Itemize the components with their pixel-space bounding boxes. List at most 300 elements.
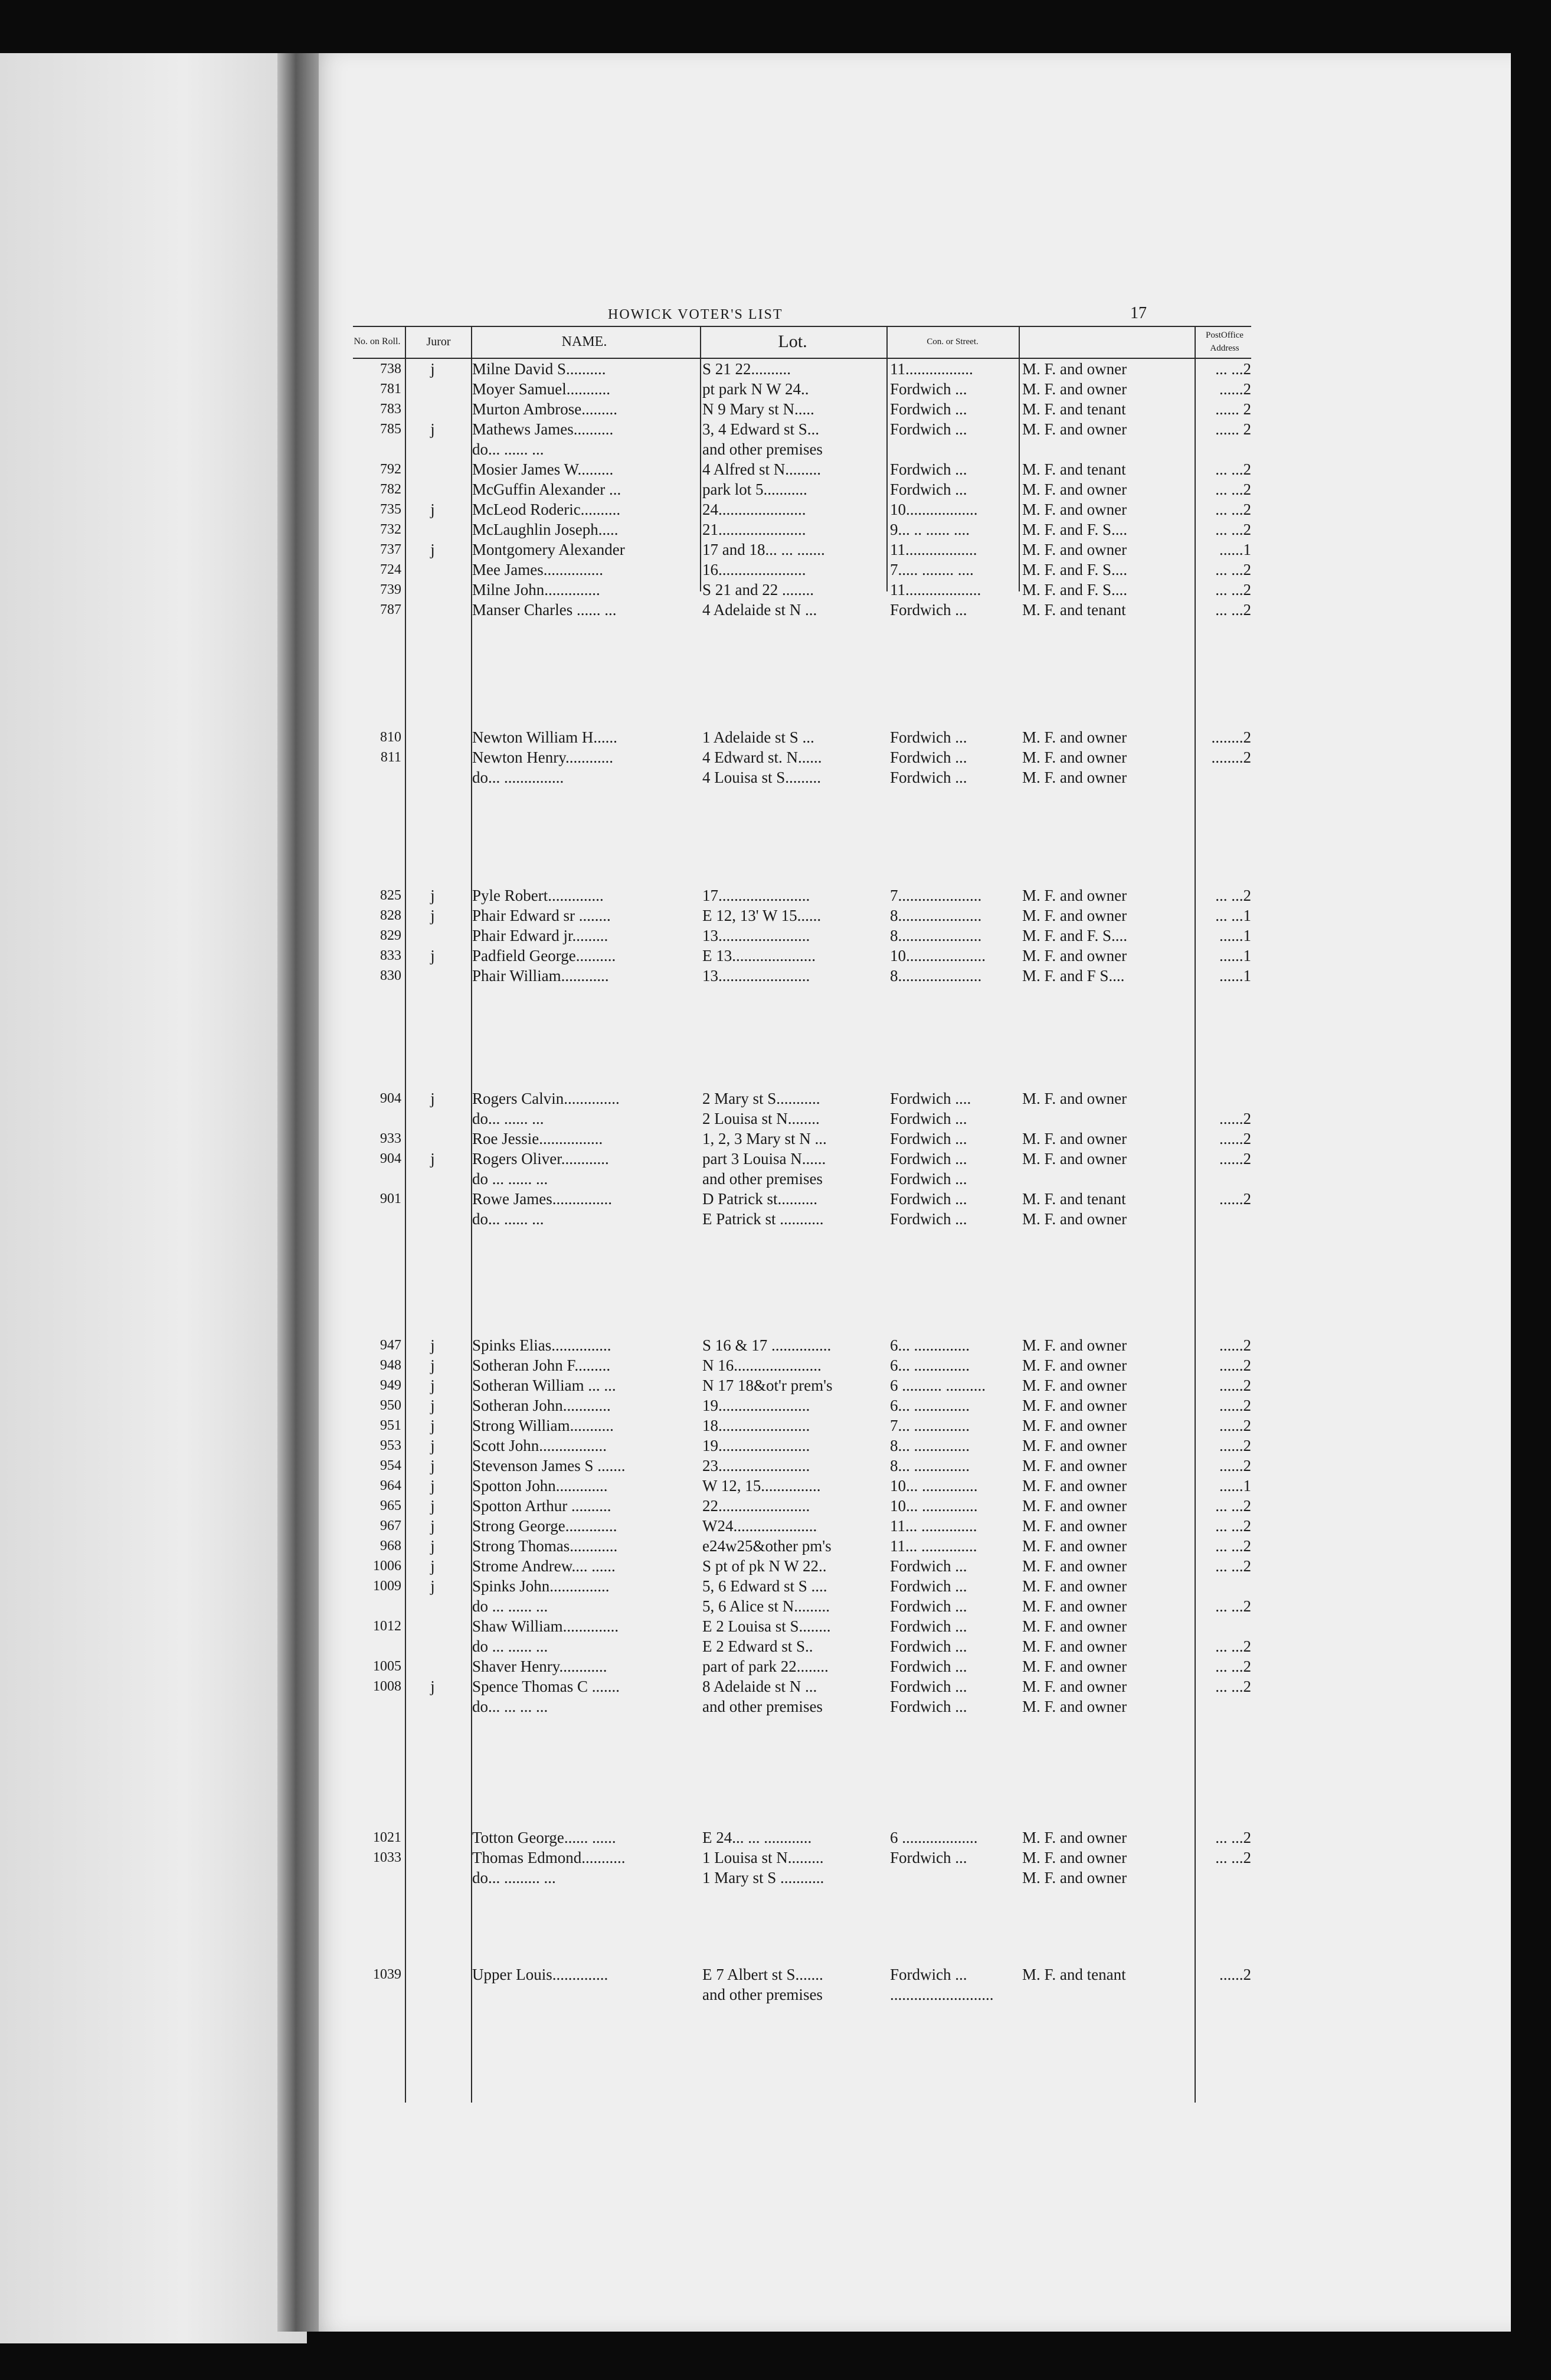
qualification: M. F. and F. S.... — [1022, 927, 1127, 944]
voter-name: do... ... ... ... — [472, 1698, 548, 1715]
concession-street: 11................... — [890, 581, 981, 599]
lot-description: 2 Louisa st N........ — [702, 1110, 820, 1127]
qualification: M. F. and owner — [1022, 1537, 1127, 1555]
table-row — [353, 1088, 1251, 1109]
juror-mark: j — [430, 1477, 435, 1495]
voter-name: McLeod Roderic.......... — [472, 501, 621, 518]
col-header-lot: Lot. — [778, 332, 807, 351]
table-row — [353, 379, 1251, 399]
lot-description: E 13..................... — [702, 947, 816, 965]
voter-name: do... ...... ... — [472, 440, 544, 458]
voter-name: Strong William........... — [472, 1417, 614, 1434]
roll-number: 1008 — [373, 1679, 401, 1694]
lot-description: E 7 Albert st S....... — [702, 1966, 823, 1983]
concession-street: Fordwich ... — [890, 748, 967, 766]
concession-street: 7... .............. — [890, 1417, 970, 1434]
col-header-juror: Juror — [426, 335, 451, 348]
concession-street: 7..... ........ .... — [890, 561, 974, 578]
qualification: M. F. and owner — [1022, 1457, 1127, 1475]
post-office: ... ...2 — [1215, 887, 1251, 904]
roll-number: 724 — [380, 562, 401, 577]
post-office: ... ...1 — [1215, 907, 1251, 924]
lot-description: part of park 22........ — [702, 1658, 829, 1675]
roll-number: 829 — [380, 928, 401, 943]
table-row — [353, 1656, 1251, 1676]
lot-description: 13....................... — [702, 927, 810, 944]
table-row — [353, 1169, 1251, 1189]
table-row — [353, 747, 1251, 767]
voter-name: Stevenson James S ....... — [472, 1457, 626, 1475]
juror-mark: j — [430, 1678, 435, 1695]
roll-number: 1033 — [373, 1850, 401, 1865]
roll-number: 954 — [380, 1458, 401, 1473]
roll-number: 904 — [380, 1091, 401, 1106]
post-office: ... ...2 — [1215, 501, 1251, 518]
voter-name: Spence Thomas C ....... — [472, 1678, 620, 1695]
voter-table — [353, 326, 1251, 2103]
roll-number: 781 — [380, 381, 401, 397]
lot-description: N 17 18&ot'r prem's — [702, 1377, 833, 1394]
roll-number: 1012 — [373, 1619, 401, 1634]
post-office: ......2 — [1219, 1150, 1251, 1168]
roll-number: 949 — [380, 1378, 401, 1393]
table-row — [353, 1476, 1251, 1496]
voter-name: Rogers Calvin.............. — [472, 1090, 620, 1107]
roll-number: 1006 — [373, 1558, 401, 1574]
roll-number: 830 — [380, 968, 401, 983]
juror-mark: j — [430, 1497, 435, 1515]
post-office: ... ...2 — [1215, 601, 1251, 619]
juror-mark: j — [430, 907, 435, 924]
post-office: ......2 — [1219, 1966, 1251, 1983]
table-row — [353, 1636, 1251, 1656]
concession-street: 8..................... — [890, 967, 982, 985]
qualification: M. F. and owner — [1022, 1130, 1127, 1148]
table-row — [353, 459, 1251, 479]
voter-name: Montgomery Alexander — [472, 541, 625, 558]
qualification: M. F. and owner — [1022, 748, 1127, 766]
lot-description: E 2 Louisa st S........ — [702, 1617, 831, 1635]
qualification: M. F. and owner — [1022, 1090, 1127, 1107]
lot-description: 4 Edward st. N...... — [702, 748, 822, 766]
roll-number: 947 — [380, 1338, 401, 1353]
table-row — [353, 499, 1251, 519]
table-row — [353, 1616, 1251, 1636]
post-office: ... ...2 — [1215, 581, 1251, 599]
table-row — [353, 1189, 1251, 1209]
roll-number: 965 — [380, 1498, 401, 1513]
table-row — [353, 1456, 1251, 1476]
voter-name: Phair William............ — [472, 967, 609, 985]
concession-street: Fordwich ... — [890, 460, 967, 478]
table-row — [353, 519, 1251, 540]
concession-street: Fordwich ... — [890, 1150, 967, 1168]
lot-description: E Patrick st ........... — [702, 1210, 824, 1228]
roll-number: 964 — [380, 1478, 401, 1493]
roll-number: 948 — [380, 1358, 401, 1373]
juror-mark: j — [430, 1356, 435, 1374]
juror-mark: j — [430, 887, 435, 904]
col-header-postoffice: PostOffice Address — [1206, 331, 1244, 353]
voter-name: Scott John................. — [472, 1437, 607, 1454]
concession-street: Fordwich ... — [890, 1637, 967, 1655]
concession-street: 11... .............. — [890, 1517, 977, 1535]
col-header-con: Con. or Street. — [927, 337, 979, 346]
voter-name: Phair Edward jr......... — [472, 927, 608, 944]
roll-number: 810 — [380, 730, 401, 745]
table-row — [353, 1129, 1251, 1149]
qualification: M. F. and owner — [1022, 1658, 1127, 1675]
post-office: ......1 — [1219, 967, 1251, 985]
roll-number: 951 — [380, 1418, 401, 1433]
post-office: ........2 — [1211, 728, 1251, 746]
concession-street: 8... .............. — [890, 1457, 970, 1475]
voter-name: Spinks Elias............... — [472, 1336, 611, 1354]
voter-name: Milne John.............. — [472, 581, 600, 599]
lot-description: 1 Adelaide st S ... — [702, 728, 814, 746]
table-row — [353, 1576, 1251, 1596]
voter-name: Mee James............... — [472, 561, 603, 578]
voter-name: Mathews James.......... — [472, 420, 614, 438]
table-row — [353, 905, 1251, 926]
concession-street: Fordwich ... — [890, 1658, 967, 1675]
lot-description: 17 and 18... ... ....... — [702, 541, 825, 558]
page-number: 17 — [1130, 304, 1147, 322]
lot-description: and other premises — [702, 1986, 823, 2003]
lot-description: E 2 Edward st S.. — [702, 1637, 813, 1655]
qualification: M. F. and owner — [1022, 728, 1127, 746]
table-row — [353, 1496, 1251, 1516]
table-row — [353, 580, 1251, 600]
juror-mark: j — [430, 360, 435, 378]
qualification: M. F. and owner — [1022, 947, 1127, 965]
table-row — [353, 1985, 1251, 2005]
voter-name: Sotheran John F......... — [472, 1356, 611, 1374]
voter-name: Mosier James W......... — [472, 460, 614, 478]
qualification: M. F. and owner — [1022, 1698, 1127, 1715]
qualification: M. F. and owner — [1022, 1849, 1127, 1866]
post-office: ...... 2 — [1215, 400, 1251, 418]
voter-name: Upper Louis.............. — [472, 1966, 608, 1983]
voter-name: do... ...... ... — [472, 1210, 544, 1228]
roll-number: 738 — [380, 361, 401, 377]
table-row — [353, 1676, 1251, 1696]
table-row — [353, 767, 1251, 787]
voter-name: Padfield George.......... — [472, 947, 616, 965]
voter-name: do... ............... — [472, 769, 564, 786]
post-office: ......2 — [1219, 1457, 1251, 1475]
voter-name: Sotheran John............ — [472, 1397, 611, 1414]
lot-description: 22....................... — [702, 1497, 810, 1515]
table-row — [353, 540, 1251, 560]
juror-mark: j — [430, 541, 435, 558]
post-office: ......1 — [1219, 927, 1251, 944]
voter-name: Shaw William.............. — [472, 1617, 619, 1635]
qualification: M. F. and owner — [1022, 1617, 1127, 1635]
voter-name: Phair Edward sr ........ — [472, 907, 611, 924]
table-row — [353, 600, 1251, 620]
voter-name: Spotton Arthur .......... — [472, 1497, 611, 1515]
roll-number: 732 — [380, 522, 401, 537]
post-office: ......2 — [1219, 1397, 1251, 1414]
post-office: ... ...2 — [1215, 1849, 1251, 1866]
table-row — [353, 1109, 1251, 1129]
post-office: ... ...2 — [1215, 1678, 1251, 1695]
roll-number: 904 — [380, 1151, 401, 1166]
voter-name: Murton Ambrose......... — [472, 400, 617, 418]
post-office: ... ...2 — [1215, 460, 1251, 478]
lot-description: 4 Alfred st N......... — [702, 460, 821, 478]
post-office: ... ...2 — [1215, 1637, 1251, 1655]
juror-mark: j — [430, 1377, 435, 1394]
roll-number: 783 — [380, 401, 401, 417]
qualification: M. F. and owner — [1022, 1397, 1127, 1414]
voter-name: do ... ...... ... — [472, 1170, 548, 1188]
concession-street: Fordwich ... — [890, 400, 967, 418]
table-row — [353, 1335, 1251, 1355]
post-office: ......2 — [1219, 1437, 1251, 1454]
qualification: M. F. and owner — [1022, 420, 1127, 438]
qualification: M. F. and owner — [1022, 360, 1127, 378]
concession-street: 8..................... — [890, 927, 982, 944]
qualification: M. F. and owner — [1022, 1417, 1127, 1434]
lot-description: 17....................... — [702, 887, 810, 904]
voter-name: do... ...... ... — [472, 1110, 544, 1127]
qualification: M. F. and tenant — [1022, 460, 1126, 478]
lot-description: 1 Mary st S ........... — [702, 1869, 824, 1887]
voter-name: Strong George............. — [472, 1517, 617, 1535]
table-row — [353, 1964, 1251, 1985]
voter-name: Rowe James............... — [472, 1190, 612, 1208]
voter-name: Newton William H...... — [472, 728, 617, 746]
lot-description: 18....................... — [702, 1417, 810, 1434]
qualification: M. F. and owner — [1022, 1377, 1127, 1394]
voter-name: Manser Charles ...... ... — [472, 601, 617, 619]
table-row — [353, 966, 1251, 986]
post-office: ......1 — [1219, 947, 1251, 965]
lot-description: and other premises — [702, 440, 823, 458]
concession-street: 8..................... — [890, 907, 982, 924]
qualification: M. F. and owner — [1022, 1517, 1127, 1535]
qualification: M. F. and tenant — [1022, 601, 1126, 619]
post-office: ......2 — [1219, 1356, 1251, 1374]
table-row — [353, 1596, 1251, 1616]
roll-number: 833 — [380, 948, 401, 963]
lot-description: N 16...................... — [702, 1356, 822, 1374]
voter-name: Moyer Samuel........... — [472, 380, 610, 398]
post-office: ... ...2 — [1215, 1517, 1251, 1535]
lot-description: 19....................... — [702, 1437, 810, 1454]
lot-description: D Patrick st.......... — [702, 1190, 817, 1208]
concession-street: 6 .......... .......... — [890, 1377, 986, 1394]
qualification: M. F. and owner — [1022, 1637, 1127, 1655]
concession-street: Fordwich ... — [890, 1678, 967, 1695]
lot-description: 2 Mary st S........... — [702, 1090, 820, 1107]
concession-street: 7..................... — [890, 887, 982, 904]
post-office: ......2 — [1219, 1110, 1251, 1127]
qualification: M. F. and owner — [1022, 1336, 1127, 1354]
concession-street: Fordwich ... — [890, 769, 967, 786]
lot-description: 13....................... — [702, 967, 810, 985]
voter-name: Spinks John............... — [472, 1577, 610, 1595]
post-office: ......1 — [1219, 1477, 1251, 1495]
table-row — [353, 885, 1251, 905]
roll-number: 785 — [380, 421, 401, 437]
voter-name: Thomas Edmond........... — [472, 1849, 626, 1866]
page-gutter — [277, 53, 319, 2332]
voter-name: Totton George...... ...... — [472, 1829, 616, 1846]
juror-mark: j — [430, 1090, 435, 1107]
juror-mark: j — [430, 1336, 435, 1354]
concession-street: Fordwich ... — [890, 1557, 967, 1575]
concession-street: 11.................. — [890, 541, 977, 558]
post-office: ... ...2 — [1215, 1597, 1251, 1615]
table-row — [353, 419, 1251, 439]
lot-description: N 9 Mary st N..... — [702, 400, 814, 418]
concession-street: 6... .............. — [890, 1397, 970, 1414]
post-office: ... ...2 — [1215, 1497, 1251, 1515]
roll-number: 825 — [380, 888, 401, 903]
concession-street: 9... .. ...... .... — [890, 521, 970, 538]
qualification: M. F. and owner — [1022, 1829, 1127, 1846]
facing-page — [0, 53, 307, 2343]
lot-description: 8 Adelaide st N ... — [702, 1678, 817, 1695]
concession-street: Fordwich ... — [890, 1170, 967, 1188]
table-row — [353, 1395, 1251, 1415]
roll-number: 735 — [380, 502, 401, 517]
roll-number: 1039 — [373, 1967, 401, 1982]
post-office: ... ...2 — [1215, 480, 1251, 498]
lot-description: 23....................... — [702, 1457, 810, 1475]
concession-street: 10.................. — [890, 501, 978, 518]
concession-street: 6... .............. — [890, 1336, 970, 1354]
post-office: ......2 — [1219, 1377, 1251, 1394]
concession-street: Fordwich .... — [890, 1090, 971, 1107]
lot-description: S 21 22.......... — [702, 360, 791, 378]
post-office: ... ...2 — [1215, 1537, 1251, 1555]
juror-mark: j — [430, 1537, 435, 1555]
roll-number: 782 — [380, 482, 401, 497]
concession-street: 6 ................... — [890, 1829, 978, 1846]
qualification: M. F. and tenant — [1022, 400, 1126, 418]
juror-mark: j — [430, 1577, 435, 1595]
qualification: M. F. and owner — [1022, 1577, 1127, 1595]
roll-number: 950 — [380, 1398, 401, 1413]
roll-number: 901 — [380, 1191, 401, 1207]
qualification: M. F. and tenant — [1022, 1966, 1126, 1983]
juror-mark: j — [430, 947, 435, 965]
lot-description: 1, 2, 3 Mary st N ... — [702, 1130, 827, 1148]
roll-number: 737 — [380, 542, 401, 557]
post-office: ......2 — [1219, 1417, 1251, 1434]
lot-description: S 21 and 22 ........ — [702, 581, 814, 599]
qualification: M. F. and owner — [1022, 1356, 1127, 1374]
concession-street: Fordwich ... — [890, 1210, 967, 1228]
table-row — [353, 1828, 1251, 1848]
roll-number: 828 — [380, 908, 401, 923]
voter-name: McLaughlin Joseph..... — [472, 521, 619, 538]
voter-name: Milne David S.......... — [472, 360, 606, 378]
concession-street: Fordwich ... — [890, 420, 967, 438]
table-row — [353, 399, 1251, 419]
post-office: ... ...2 — [1215, 1829, 1251, 1846]
lot-description: S pt of pk N W 22.. — [702, 1557, 827, 1575]
table-row — [353, 1696, 1251, 1717]
post-office: ... ...2 — [1215, 1557, 1251, 1575]
concession-street: Fordwich ... — [890, 1617, 967, 1635]
table-row — [353, 359, 1251, 379]
lot-description: 4 Louisa st S......... — [702, 769, 822, 786]
lot-description: 5, 6 Edward st S .... — [702, 1577, 827, 1595]
voter-name: Roe Jessie................ — [472, 1130, 603, 1148]
lot-description: 21...................... — [702, 521, 806, 538]
qualification: M. F. and owner — [1022, 1497, 1127, 1515]
lot-description: 1 Louisa st N......... — [702, 1849, 824, 1866]
post-office: ......2 — [1219, 1130, 1251, 1148]
post-office: ......2 — [1219, 380, 1251, 398]
qualification: M. F. and owner — [1022, 1150, 1127, 1168]
concession-street: 10.................... — [890, 947, 986, 965]
roll-number: 811 — [380, 750, 401, 765]
table-row — [353, 1536, 1251, 1556]
concession-street: Fordwich ... — [890, 1849, 967, 1866]
lot-description: e24w25&other pm's — [702, 1537, 832, 1555]
table-row — [353, 1868, 1251, 1888]
table-row — [353, 479, 1251, 499]
roll-number: 792 — [380, 462, 401, 477]
concession-street: Fordwich ... — [890, 1577, 967, 1595]
table-row — [353, 1415, 1251, 1436]
roll-number: 787 — [380, 602, 401, 617]
juror-mark: j — [430, 1417, 435, 1434]
juror-mark: j — [430, 1150, 435, 1168]
roll-number: 968 — [380, 1538, 401, 1554]
qualification: M. F. and owner — [1022, 1597, 1127, 1615]
table-row — [353, 1516, 1251, 1536]
juror-mark: j — [430, 1517, 435, 1535]
qualification: M. F. and owner — [1022, 1437, 1127, 1454]
col-header-no: No. on Roll. — [354, 336, 401, 346]
concession-street: 11... .............. — [890, 1537, 977, 1555]
concession-street: 11................. — [890, 360, 973, 378]
qualification: M. F. and F S.... — [1022, 967, 1125, 985]
table-row — [353, 1848, 1251, 1868]
concession-street: Fordwich ... — [890, 380, 967, 398]
voter-name: McGuffin Alexander ... — [472, 480, 621, 498]
col-header-name: NAME. — [561, 334, 607, 349]
juror-mark: j — [430, 1457, 435, 1475]
lot-description: park lot 5........... — [702, 480, 807, 498]
concession-street: Fordwich ... — [890, 601, 967, 619]
voter-name: do ... ...... ... — [472, 1597, 548, 1615]
lot-description: W24..................... — [702, 1517, 817, 1535]
post-office: ......2 — [1219, 1336, 1251, 1354]
concession-street: Fordwich ... — [890, 1698, 967, 1715]
concession-street: 10... .............. — [890, 1477, 978, 1495]
voter-name: do... ......... ... — [472, 1869, 556, 1887]
roll-number: 953 — [380, 1438, 401, 1453]
post-office: ... ...2 — [1215, 1658, 1251, 1675]
post-office: ...... 2 — [1215, 420, 1251, 438]
concession-street: Fordwich ... — [890, 1597, 967, 1615]
table-row — [353, 946, 1251, 966]
lot-description: 19....................... — [702, 1397, 810, 1414]
voter-name: Sotheran William ... ... — [472, 1377, 616, 1394]
voter-name: Strome Andrew.... ...... — [472, 1557, 616, 1575]
table-row — [353, 1209, 1251, 1229]
lot-description: and other premises — [702, 1698, 823, 1715]
voter-name: do ... ...... ... — [472, 1637, 548, 1655]
